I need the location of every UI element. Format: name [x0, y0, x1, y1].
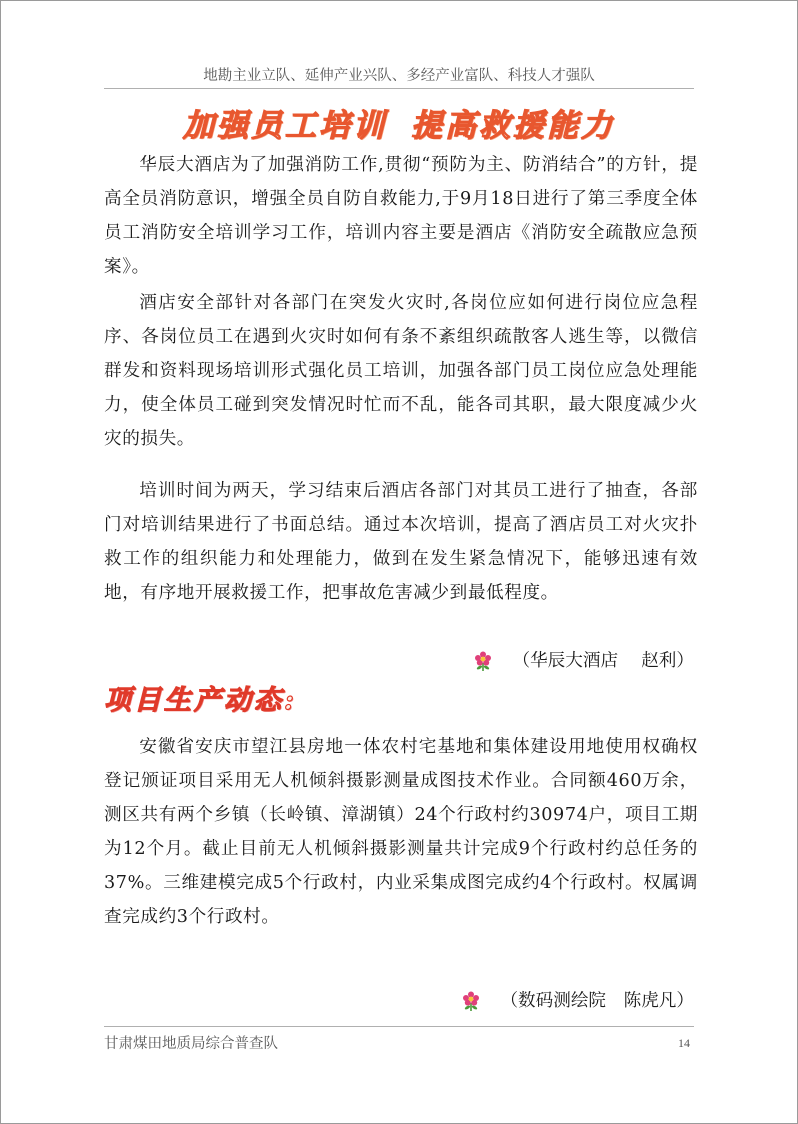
project-credit-text: （数码测绘院 陈虎凡） [500, 991, 694, 1011]
article-paragraph-2: 酒店安全部针对各部门在突发火灾时,各岗位应如何进行岗位应急程序、各岗位员工在遇到火灾时如何有条不紊组织疏散客人逃生等，以微信群发和资料现场培训形式强化员工培训，加强各部门员工岗位应急处理能力，使全体员工碰到突发情况时忙而不乱，能各司其职，最大限度减少火灾的损失。 [104, 293, 698, 449]
project-heading: 项目生产动态: [104, 685, 297, 716]
article-title-part2: 提高救援能力 [411, 108, 615, 144]
article-paragraph-3: 培训时间为两天，学习结束后酒店各部门对其员工进行了抽查，各部门对培训结果进行了书面总结。通过本次培训，提高了酒店员工对火灾扑救工作的组织能力和处理能力，做到在发生紧急情况下，能够迅速有效地，有序地开展救援工作，把事故危害减少到最低程度。 [104, 481, 698, 603]
running-header: 地勘主业立队、延伸产业兴队、多经产业富队、科技人才强队 [203, 68, 595, 84]
footer-divider [104, 1026, 694, 1027]
article-credit-text: （华辰大酒店 赵利） [512, 651, 694, 671]
article-credit [472, 646, 694, 676]
footer-organization: 甘肃煤田地质局综合普查队 [104, 1036, 278, 1052]
article-title-part1: 加强员工培训 [183, 108, 387, 144]
project-credit [460, 986, 694, 1016]
project-paragraph: 安徽省安庆市望江县房地一体农村宅基地和集体建设用地使用权确权登记颁证项目采用无人机倾斜摄影测量成图技术作业。合同额460万余，测区共有两个乡镇（长岭镇、漳湖镇）24个行政村约30974户，项目工期为12个月。截止目前无人机倾斜摄影测量共计完成9个行政村约总任务的37%。三维建模完成5个行政村，内业采集成图完成约4个行政村。权属调查完成约3个行政村。 [104, 737, 698, 927]
page-number: 14 [678, 1036, 690, 1050]
header-divider [104, 88, 694, 89]
flower-icon [472, 650, 494, 672]
flower-icon [460, 990, 482, 1012]
article-paragraph-1: 华辰大酒店为了加强消防工作,贯彻“预防为主、防消结合”的方针，提高全员消防意识，增强全员自防自救能力,于9月18日进行了第三季度全体员工消防安全培训学习工作，培训内容主要是酒店《消防安全疏散应急预案》。 [104, 155, 698, 277]
article-title [0, 100, 798, 145]
